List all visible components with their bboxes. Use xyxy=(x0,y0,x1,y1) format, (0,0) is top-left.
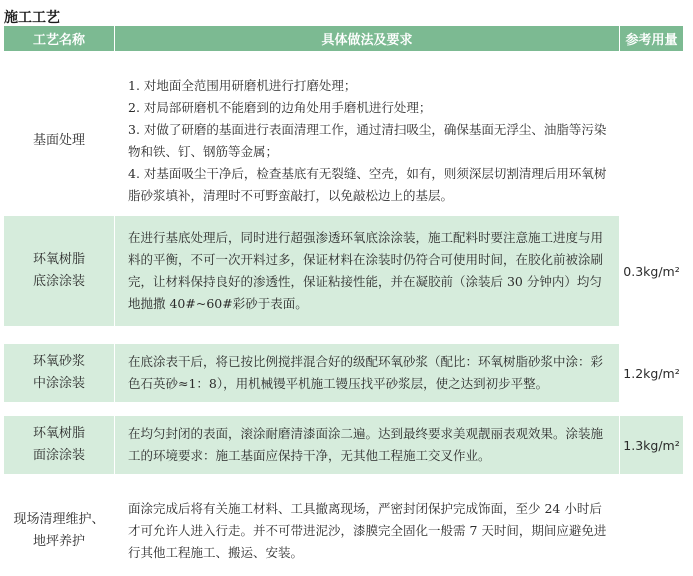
step-item: 1. 对地面全范围用研磨机进行打磨处理； xyxy=(128,78,357,93)
process-name: 基面处理 xyxy=(32,133,85,148)
step-list xyxy=(128,75,611,207)
header-usage: 参考用量 xyxy=(620,26,683,51)
table-row-name xyxy=(4,52,114,230)
method-text: 在底涂表干后，将已按比例搅拌混合好的级配环氧砂浆（配比：环氧树脂砂浆中涂：彩色石英砂≈1：8），用机械镘平机施工镘压找平砂浆层，使之达到初步平整。 xyxy=(128,354,604,391)
usage-cell xyxy=(620,488,683,574)
method-text: 在均匀封闭的表面，滚涂耐磨清漆面涂二遍。达到最终要求美观靓丽表观效果。涂装施工的环境要求：施工基面应保持干净，无其他工程施工交叉作业。 xyxy=(128,426,604,463)
usage-value: 0.3kg/m² xyxy=(623,263,680,279)
usage-cell xyxy=(620,416,683,474)
process-name: 环氧树脂 面涂涂装 xyxy=(32,426,85,463)
step-item: 2. 对局部研磨机不能磨到的边角处用手磨机进行处理； xyxy=(128,100,432,115)
process-name: 环氧砂浆 中涂涂装 xyxy=(32,354,85,391)
table-row-name xyxy=(4,216,114,326)
step-item: 3. 对做了研磨的基面进行表面清理工作，通过清扫吸尘，确保基面无浮尘、油脂等污染物和铁、钉、钢筋等金属； xyxy=(128,122,607,159)
usage-cell xyxy=(620,344,683,402)
table-row-desc xyxy=(115,488,619,574)
table-row-desc xyxy=(115,416,619,474)
process-name: 环氧树脂 底涂涂装 xyxy=(32,252,85,289)
table-row-desc xyxy=(115,216,619,326)
table-row-name xyxy=(4,416,114,474)
table-row-name xyxy=(4,488,114,574)
process-name: 现场清理维护、 地坪养护 xyxy=(13,512,105,549)
section-title: 施工工艺 xyxy=(4,10,60,26)
method-text: 面涂完成后将有关施工材料、工具撤离现场，严密封闭保护完成饰面，至少 24 小时后才可允许人进入行走。并不可带进泥沙，漆膜完全固化一般需 7 天时间，期间应避免进行其他工程施工、搬运、安装。 xyxy=(128,501,607,560)
header-method: 具体做法及要求 xyxy=(115,26,619,51)
usage-value: 1.3kg/m² xyxy=(623,437,680,453)
table-row-name xyxy=(4,344,114,402)
table-row-desc xyxy=(115,344,619,402)
usage-cell xyxy=(620,216,683,326)
table-row-desc xyxy=(115,52,619,230)
usage-cell xyxy=(620,52,683,230)
step-item: 4. 对基面吸尘干净后，检查基底有无裂缝、空壳，如有，则须深层切割清理后用环氧树脂砂浆填补，清理时不可野蛮敲打，以免敲松边上的基层。 xyxy=(128,166,607,203)
header-process: 工艺名称 xyxy=(4,26,114,51)
method-text: 在进行基底处理后，同时进行超强渗透环氧底涂涂装，施工配料时要注意施工进度与用料的平衡，不可一次开料过多，保证材料在涂装时仍符合可使用时间，在胶化前被涂刷完，让材料保持良好的渗透性，保证粘接性能，并在凝胶前（涂装后 30 分钟内）均匀地抛撒 40#~60#彩砂于表面。 xyxy=(128,230,604,311)
usage-value: 1.2kg/m² xyxy=(623,365,680,381)
